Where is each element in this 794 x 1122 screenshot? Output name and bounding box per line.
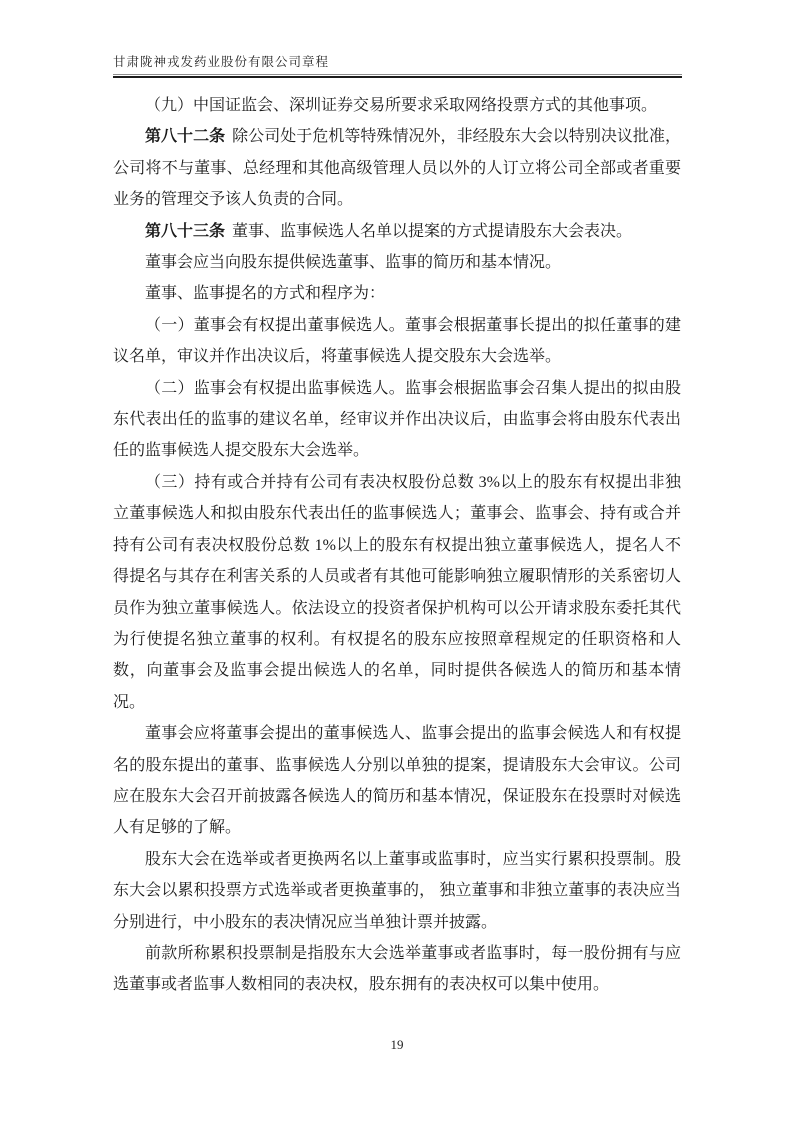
paragraph-text: 股东大会在选举或者更换两名以上董事或监事时，应当实行累积投票制。股东大会以累积投票方式选举或者更换董事的， 独立董事和非独立董事的表决应当分别进行，中小股东的表决情况应当单独计票并披露。 [113, 850, 681, 931]
paragraph-item-1 [113, 310, 681, 373]
paragraph [113, 844, 681, 938]
paragraph-text: 除公司处于危机等特殊情况外，非经股东大会以特别决议批准，公司将不与董事、总经理和其他高级管理人员以外的人订立将公司全部或者重要业务的管理交予该人负责的合同。 [113, 128, 681, 209]
paragraph-item-2 [113, 373, 681, 467]
paragraph-article-83 [113, 216, 681, 247]
paragraph-text: 董事、监事提名的方式和程序为： [145, 285, 386, 303]
document-body [113, 90, 681, 1001]
paragraph-text: 董事会应将董事会提出的董事候选人、监事会提出的监事会候选人和有权提名的股东提出的董事、监事候选人分别以单独的提案，提请股东大会审议。公司应在股东大会召开前披露各候选人的简历和基本情况，保证股东在投票时对候选人有足够的了解。 [113, 725, 681, 837]
paragraph-text: （九）中国证监会、深圳证券交易所要求采取网络投票方式的其他事项。 [145, 97, 658, 114]
header-title: 甘肃陇神戎发药业股份有限公司章程 [113, 55, 330, 69]
paragraph-article-82 [113, 121, 681, 215]
page-header [113, 52, 682, 78]
paragraph-item-3 [113, 467, 681, 718]
paragraph-text: （三）持有或合并持有公司有表决权股份总数 3%以上的股东有权提出非独立董事候选人和拟由股东代表出任的监事候选人；董事会、监事会、持有或合并持有公司有表决权股份总数 1%以上的股东有权提出独立董事候选人，提名人不得提名与其存在利害关系的人员或者有其他可能影响独立履职情形的关系密切人员作为独立董事候选人。依法设立的投资者保护机构可以公开请求股东委托其代为行使提名独立董事的权利。有权提名的股东应按照章程规定的任职资格和人数，向董事会及监事会提出候选人的名单，同时提供各候选人的简历和基本情况。 [113, 473, 681, 711]
page-number: 19 [390, 1037, 404, 1052]
paragraph-text: （一）董事会有权提出董事候选人。董事会根据董事长提出的拟任董事的建议名单，审议并作出决议后，将董事候选人提交股东大会选举。 [113, 316, 681, 366]
paragraph [113, 278, 681, 309]
paragraph [113, 938, 681, 1001]
paragraph-item-9 [113, 90, 681, 121]
paragraph-text: 董事会应当向股东提供候选董事、监事的简历和基本情况。 [145, 254, 562, 272]
paragraph-text: （二）监事会有权提出监事候选人。监事会根据监事会召集人提出的拟由股东代表出任的监事的建议名单，经审议并作出决议后，由监事会将由股东代表出任的监事候选人提交股东大会选举。 [113, 379, 681, 460]
page-footer [0, 1036, 794, 1054]
article-number: 第八十二条 [145, 128, 226, 146]
paragraph-text: 前款所称累积投票制是指股东大会选举董事或者监事时，每一股份拥有与应选董事或者监事人数相同的表决权，股东拥有的表决权可以集中使用。 [113, 944, 681, 994]
paragraph [113, 247, 681, 278]
paragraph-text: 董事、监事候选人名单以提案的方式提请股东大会表决。 [232, 222, 633, 240]
header-rule [113, 74, 682, 78]
article-number: 第八十三条 [145, 222, 226, 240]
paragraph [113, 718, 681, 844]
